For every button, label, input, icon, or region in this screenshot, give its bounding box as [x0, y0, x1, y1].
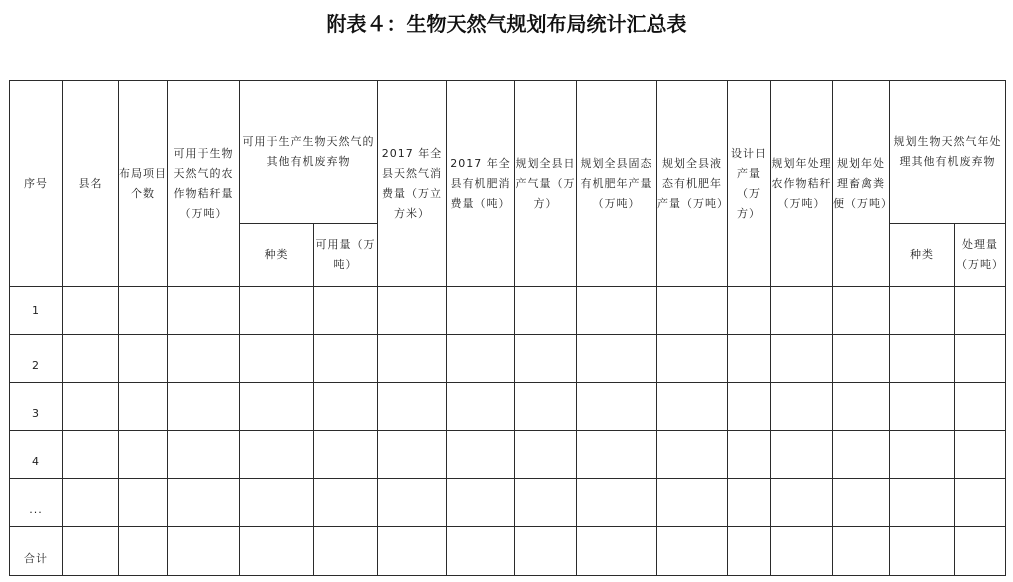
table-cell — [657, 383, 728, 431]
header-manure-processing: 规划年处理畜禽粪便（万吨） — [833, 81, 890, 287]
table-cell — [657, 287, 728, 335]
table-cell — [378, 527, 447, 576]
table-cell — [771, 383, 833, 431]
table-row — [10, 383, 1006, 431]
table-cell — [119, 431, 168, 479]
header-liquid-fertilizer: 规划全县液态有机肥年产量（万吨） — [657, 81, 728, 287]
header-other-processing-amount: 处理量（万吨） — [955, 224, 1006, 287]
table-cell — [577, 335, 657, 383]
header-design-daily: 设计日产量（万方） — [728, 81, 771, 287]
table-row-total — [10, 527, 1006, 576]
table-cell — [515, 431, 577, 479]
table-cell — [447, 383, 515, 431]
table-cell — [378, 479, 447, 527]
table-cell — [577, 287, 657, 335]
table-cell — [63, 527, 119, 576]
table-cell — [771, 527, 833, 576]
table-cell — [890, 479, 955, 527]
table-cell — [771, 335, 833, 383]
table-cell — [447, 479, 515, 527]
statistics-table — [9, 80, 1006, 576]
header-solid-fertilizer: 规划全县固态有机肥年产量（万吨） — [577, 81, 657, 287]
table-cell — [771, 431, 833, 479]
table-cell — [240, 383, 314, 431]
table-cell — [314, 287, 378, 335]
table-cell — [515, 287, 577, 335]
header-other-waste: 可用于生产生物天然气的其他有机废弃物 — [240, 81, 378, 224]
row-label: 2 — [10, 335, 63, 383]
row-label: ... — [10, 479, 63, 527]
table-cell — [515, 383, 577, 431]
table-cell — [378, 431, 447, 479]
header-other-processing-type: 种类 — [890, 224, 955, 287]
table-cell — [168, 431, 240, 479]
table-row — [10, 287, 1006, 335]
header-straw-processing: 规划年处理农作物秸秆（万吨） — [771, 81, 833, 287]
table-cell — [63, 383, 119, 431]
table-cell — [240, 335, 314, 383]
table-cell — [955, 431, 1006, 479]
header-daily-gas: 规划全县日产气量（万方） — [515, 81, 577, 287]
table-cell — [657, 527, 728, 576]
table-cell — [168, 383, 240, 431]
table-cell — [168, 335, 240, 383]
table-cell — [955, 335, 1006, 383]
table-cell — [63, 479, 119, 527]
table-cell — [833, 431, 890, 479]
table-cell — [119, 479, 168, 527]
header-crop-straw: 可用于生物天然气的农作物秸秆量（万吨） — [168, 81, 240, 287]
table-cell — [119, 383, 168, 431]
table-cell — [515, 479, 577, 527]
table-cell — [833, 479, 890, 527]
table-cell — [314, 383, 378, 431]
table-cell — [955, 479, 1006, 527]
table-cell — [447, 431, 515, 479]
table-cell — [447, 287, 515, 335]
row-label: 1 — [10, 287, 63, 335]
table-cell — [955, 287, 1006, 335]
table-cell — [657, 335, 728, 383]
table-cell — [240, 287, 314, 335]
header-fertilizer-consumption: 2017 年全县有机肥消费量（吨） — [447, 81, 515, 287]
table-cell — [119, 287, 168, 335]
table-cell — [378, 335, 447, 383]
table-row — [10, 431, 1006, 479]
table-cell — [515, 527, 577, 576]
header-gas-consumption: 2017 年全县天然气消费量（万立方米） — [378, 81, 447, 287]
table-cell — [833, 287, 890, 335]
row-label-total: 合计 — [10, 527, 63, 576]
table-cell — [314, 479, 378, 527]
header-other-processing: 规划生物天然气年处理其他有机废弃物 — [890, 81, 1006, 224]
table-cell — [63, 431, 119, 479]
table-cell — [314, 335, 378, 383]
table-cell — [833, 527, 890, 576]
table-cell — [168, 479, 240, 527]
row-label: 3 — [10, 383, 63, 431]
table-row — [10, 479, 1006, 527]
table-row — [10, 335, 1006, 383]
table-cell — [240, 527, 314, 576]
table-cell — [314, 431, 378, 479]
header-row-top — [10, 81, 1006, 224]
table-cell — [728, 527, 771, 576]
table-cell — [63, 287, 119, 335]
table-cell — [577, 383, 657, 431]
table-cell — [63, 335, 119, 383]
table-cell — [378, 383, 447, 431]
table-cell — [728, 383, 771, 431]
table-cell — [728, 479, 771, 527]
table-cell — [240, 431, 314, 479]
table-cell — [833, 335, 890, 383]
table-cell — [168, 287, 240, 335]
header-other-waste-type: 种类 — [240, 224, 314, 287]
table-cell — [728, 431, 771, 479]
table-cell — [890, 431, 955, 479]
table-cell — [168, 527, 240, 576]
table-cell — [890, 383, 955, 431]
table-cell — [955, 383, 1006, 431]
table-cell — [890, 287, 955, 335]
table-cell — [657, 479, 728, 527]
table-cell — [577, 527, 657, 576]
page-title: 附表４：生物天然气规划布局统计汇总表 — [326, 12, 687, 36]
table-cell — [728, 287, 771, 335]
header-seq: 序号 — [10, 81, 63, 287]
table-cell — [657, 431, 728, 479]
table-cell — [447, 527, 515, 576]
row-label: 4 — [10, 431, 63, 479]
table-cell — [314, 527, 378, 576]
table-cell — [728, 335, 771, 383]
table-cell — [890, 335, 955, 383]
header-projects: 布局项目个数 — [119, 81, 168, 287]
header-county: 县名 — [63, 81, 119, 287]
table-cell — [119, 527, 168, 576]
header-other-waste-amount: 可用量（万吨） — [314, 224, 378, 287]
table-cell — [447, 335, 515, 383]
table-cell — [833, 383, 890, 431]
table-cell — [890, 527, 955, 576]
table-cell — [378, 287, 447, 335]
table-cell — [771, 479, 833, 527]
table-cell — [771, 287, 833, 335]
table-cell — [955, 527, 1006, 576]
table-cell — [240, 479, 314, 527]
table-cell — [577, 479, 657, 527]
table-cell — [577, 431, 657, 479]
table-cell — [119, 335, 168, 383]
table-cell — [515, 335, 577, 383]
